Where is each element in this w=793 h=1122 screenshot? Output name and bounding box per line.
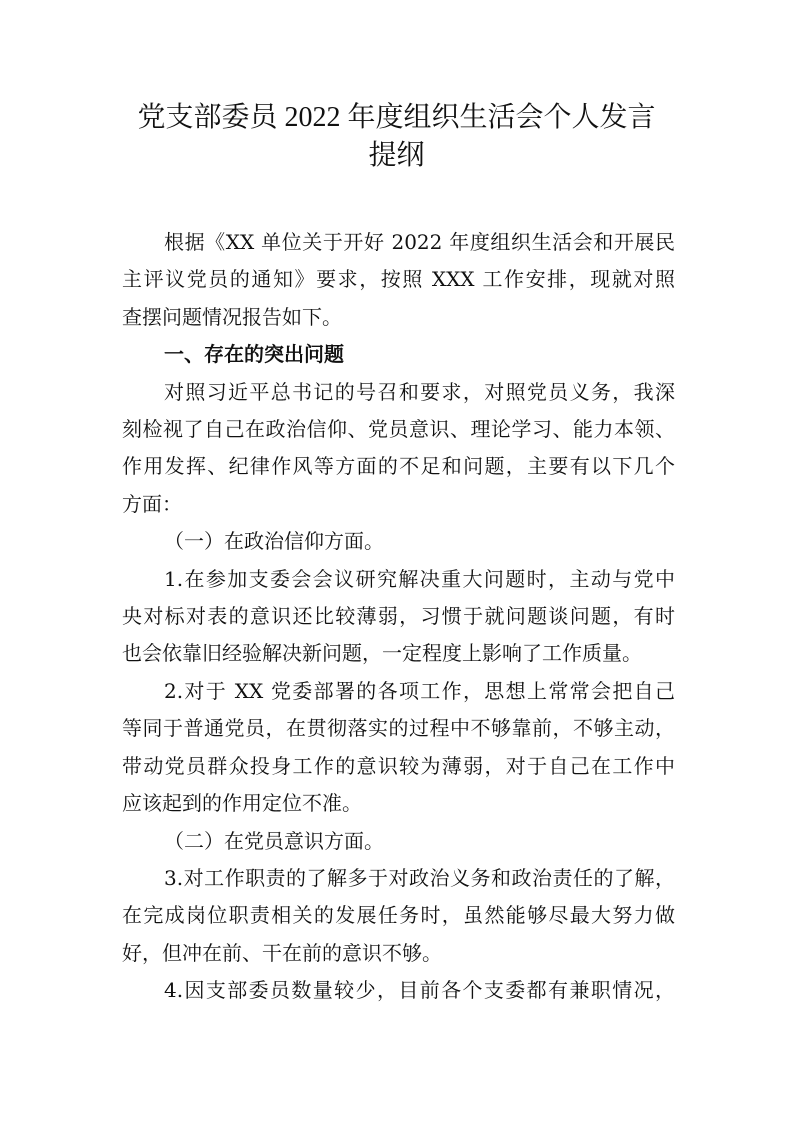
- text-line: 央对标对表的意识还比较薄弱，习惯于就问题谈问题，有时: [122, 604, 675, 629]
- text-line: 2.对于 XX 党委部署的各项工作，思想上常常会把自己: [164, 678, 675, 703]
- text-line: 4.因支部委员数量较少，目前各个支委都有兼职情况，: [164, 978, 675, 1003]
- item-paragraph: [122, 561, 675, 673]
- text-line: 1.在参加支委会会议研究解决重大问题时，主动与党中: [164, 566, 675, 591]
- text-line: 带动党员群众投身工作的意识较为薄弱，对于自己在工作中: [122, 753, 675, 778]
- section-intro-paragraph: [122, 374, 675, 524]
- text-line: 好，但冲在前、干在前的意识不够。: [122, 940, 442, 965]
- item-paragraph: [122, 673, 675, 823]
- item-paragraph: [122, 860, 675, 972]
- intro-paragraph: [122, 224, 675, 336]
- text-line: 对照习近平总书记的号召和要求，对照党员义务，我深: [164, 379, 675, 404]
- title-line: 提纲: [368, 140, 425, 171]
- subsection-heading: （一）在政治信仰方面。: [164, 529, 384, 554]
- subsection-heading: （二）在党员意识方面。: [164, 828, 384, 853]
- text-line: 等同于普通党员，在贯彻落实的过程中不够靠前，不够主动，: [122, 716, 675, 741]
- section-heading: 一、存在的突出问题: [164, 342, 344, 367]
- document-body: [122, 224, 675, 1010]
- text-line: 3.对工作职责的了解多于对政治义务和政治责任的了解，: [164, 865, 675, 890]
- title-line: 党支部委员 2022 年度组织生活会个人发言: [137, 102, 656, 133]
- text-line: 也会依靠旧经验解决新问题，一定程度上影响了工作质量。: [122, 641, 642, 666]
- text-line: 方面：: [122, 491, 182, 516]
- item-paragraph: [122, 972, 675, 1009]
- text-line: 作用发挥、纪律作风等方面的不足和问题，主要有以下几个: [122, 454, 675, 479]
- text-line: 刻检视了自己在政治信仰、党员意识、理论学习、能力本领、: [122, 417, 675, 442]
- text-line: 根据《XX 单位关于开好 2022 年度组织生活会和开展民: [164, 230, 675, 254]
- text-line: 查摆问题情况报告如下。: [122, 304, 342, 329]
- text-line: 在完成岗位职责相关的发展任务时，虽然能够尽最大努力做: [122, 903, 675, 928]
- text-line: 应该起到的作用定位不准。: [122, 791, 362, 816]
- text-line: 主评议党员的通知》要求，按照 XXX 工作安排，现就对照: [122, 267, 675, 292]
- document-title: [110, 99, 683, 175]
